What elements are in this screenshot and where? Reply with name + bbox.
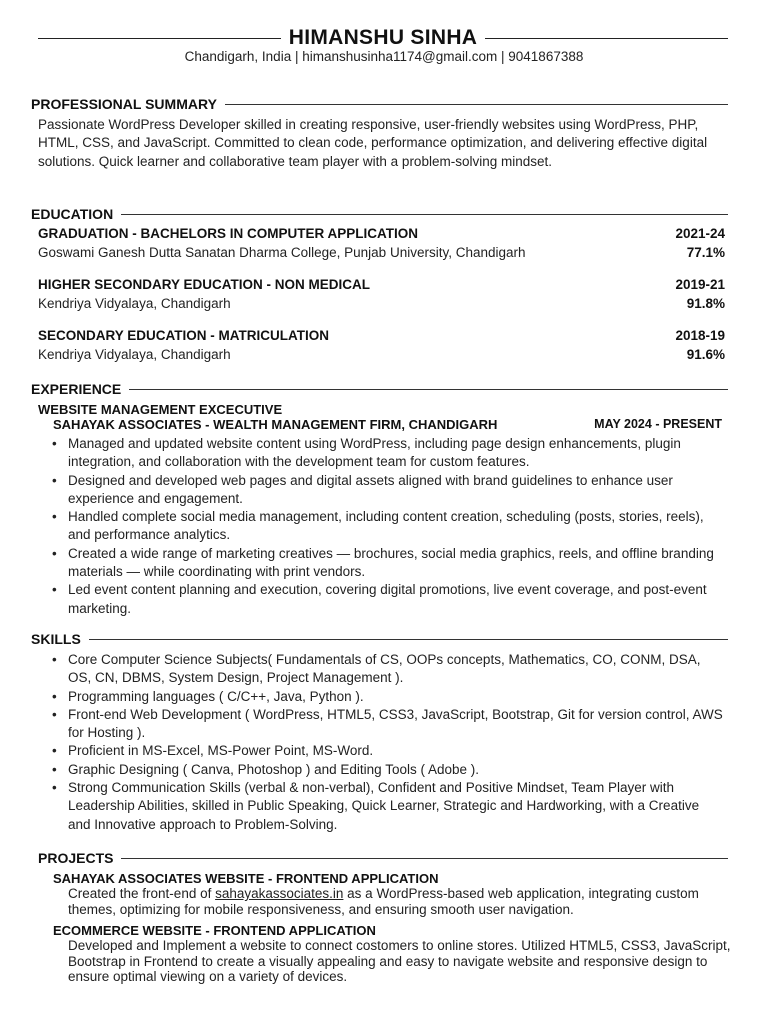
header-rule-right [485,38,728,39]
section-rule [121,858,728,859]
skills-bullets [0,651,723,834]
header-rule-left [38,38,281,39]
section-title: PROJECTS [38,850,114,866]
section-title: EXPERIENCE [31,381,122,397]
section-rule [121,214,728,215]
education-title: SECONDARY EDUCATION - MATRICULATION [38,328,329,343]
education-years: 2018-19 [675,328,725,343]
list-item: • Led event content planning and execution, covering digital promotions, live event coverage, and post-event marketing. [68,581,728,618]
education-score: 91.8% [686,296,725,311]
list-item: • Graphic Designing ( Canva, Photoshop ) and Editing Tools ( Adobe ). [68,761,723,779]
education-entry [38,226,725,264]
project-link[interactable]: sahayakassociates.in [215,886,344,901]
project-description [68,886,733,917]
list-item: • Strong Communication Skills (verbal & non-verbal), Confident and Positive Mindset, Team Player with Leadership Abilities, skilled in Public Speaking, Quick Learner, Strategic and Hardworking, with a Creative and Innovative approach to Problem-Solving. [68,779,723,834]
job-company-row [53,417,722,432]
section-summary-heading [31,95,728,113]
section-rule [129,389,728,390]
education-institution: Kendriya Vidyalaya, Chandigarh [38,347,231,362]
project-desc-text: Created the front-end of [68,886,216,901]
job-role: WEBSITE MANAGEMENT EXCECUTIVE [38,402,283,417]
project-title: SAHAYAK ASSOCIATES WEBSITE - FRONTEND APPLICATION [53,871,439,886]
education-score: 91.6% [686,347,725,362]
education-score: 77.1% [686,245,725,260]
education-years: 2019-21 [675,277,725,292]
section-rule [89,639,728,640]
section-projects-heading [38,849,728,867]
job-dates: MAY 2024 - PRESENT [594,417,722,431]
education-entry [38,277,725,315]
section-rule [225,104,728,105]
experience-bullets [0,435,728,618]
education-institution: Kendriya Vidyalaya, Chandigarh [38,296,231,311]
name-header [38,24,728,52]
candidate-name: HIMANSHU SINHA [288,26,478,49]
section-education-heading [31,205,728,223]
list-item: • Core Computer Science Subjects( Fundamentals of CS, OOPs concepts, Mathematics, CO, CONM, DSA, OS, CN, DBMS, System Design, Project Management ). [68,651,723,688]
project-desc-text: as a WordPress-based web application, integrating custom themes, optimizing for mobile responsiveness, and ensuring smooth user navigation. [68,886,699,917]
section-title: PROFESSIONAL SUMMARY [31,96,217,112]
section-experience-heading [31,380,728,398]
education-title: HIGHER SECONDARY EDUCATION - NON MEDICAL [38,277,371,292]
list-item: • Handled complete social media management, including content creation, scheduling (posts, stories, reels), and performance analytics. [68,508,728,545]
project-description: Developed and Implement a website to connect costomers to online stores. Utilized HTML5, CSS3, JavaScript, Bootstrap in Frontend to create a visually appealing and easy to navigate website and responsive design to ensure optimal viewing on a variety of devices. [68,938,731,984]
education-title: GRADUATION - BACHELORS IN COMPUTER APPLICATION [38,226,418,241]
job-company: SAHAYAK ASSOCIATES - WEALTH MANAGEMENT FIRM, CHANDIGARH [53,417,498,432]
list-item: • Managed and updated website content using WordPress, including page design enhancements, plugin integration, and collaboration with the development team for custom features. [68,435,728,472]
section-title: SKILLS [31,631,81,647]
summary-text: Passionate WordPress Developer skilled in creating responsive, user-friendly websites using WordPress, PHP, HTML, CSS, and JavaScript. Committed to clean code, performance optimization, and delivering effective digital solutions. Quick learner and collaborative team player with a problem-solving mindset. [38,117,708,169]
education-years: 2021-24 [675,226,725,241]
section-skills-heading [31,630,728,648]
list-item: • Proficient in MS-Excel, MS-Power Point, MS-Word. [68,742,723,760]
contact-line: Chandigarh, India | himanshusinha1174@gmail.com | 9041867388 [184,49,584,64]
list-item: • Designed and developed web pages and digital assets aligned with brand guidelines to enhance user experience and engagement. [68,472,728,509]
project-title: ECOMMERCE WEBSITE - FRONTEND APPLICATION [53,923,376,938]
list-item: • Front-end Web Development ( WordPress, HTML5, CSS3, JavaScript, Bootstrap, Git for version control, AWS for Hosting ). [68,706,723,743]
list-item: • Programming languages ( C/C++, Java, Python ). [68,688,723,706]
education-entry [38,328,725,366]
section-title: EDUCATION [31,206,114,222]
list-item: • Created a wide range of marketing creatives — brochures, social media graphics, reels, and offline branding materials — while coordinating with print vendors. [68,545,728,582]
education-institution: Goswami Ganesh Dutta Sanatan Dharma College, Punjab University, Chandigarh [38,245,526,260]
